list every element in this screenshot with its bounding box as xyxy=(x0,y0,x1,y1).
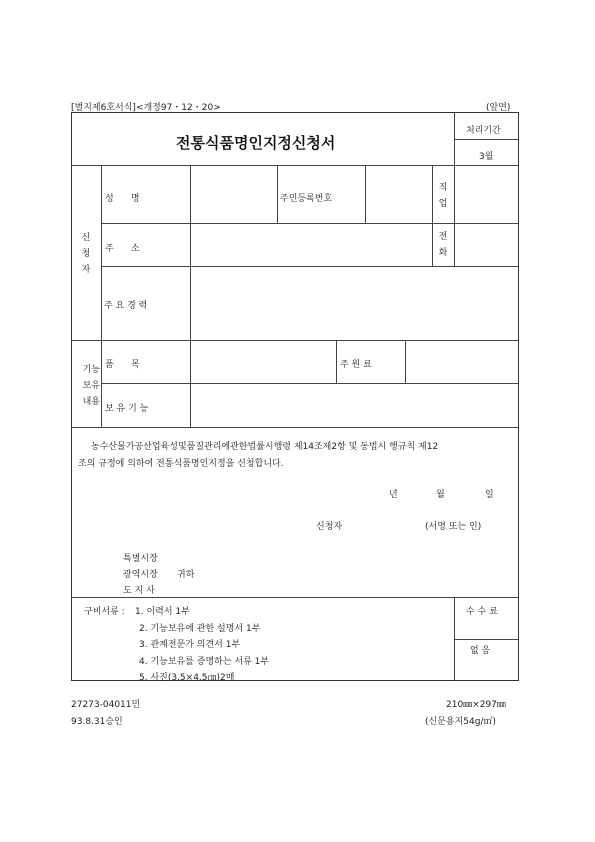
signature-note: (서명 또는 인) xyxy=(425,522,482,532)
page-side-label: (앞면) xyxy=(486,103,511,113)
item-material-col xyxy=(336,340,337,383)
name-rrn-col xyxy=(277,165,278,223)
documents-label: 구비서류 : xyxy=(84,607,128,617)
addressee-suffix: 귀하 xyxy=(177,570,195,580)
fee-label: 수 수 료 xyxy=(466,607,498,617)
fee-value: 없 음 xyxy=(470,646,491,656)
skill-section-label: 기능 보유 내용 xyxy=(82,365,100,407)
row-divider-address xyxy=(101,266,519,267)
skill-field[interactable] xyxy=(192,385,518,426)
rrn-label: 주민등록번호 xyxy=(280,194,333,204)
document-item: 2. 기능보유에 관한 설명서 1부 xyxy=(139,624,261,634)
job-field[interactable] xyxy=(456,168,518,222)
applicant-sign-label: 신청자 xyxy=(316,522,343,532)
paper-type: (신문용지54g/㎡) xyxy=(425,717,496,727)
rrn-value-col xyxy=(365,165,366,223)
name-field[interactable] xyxy=(192,168,276,222)
processing-period-value: 3월 xyxy=(479,152,494,162)
material-label: 주 원 료 xyxy=(340,360,372,370)
label-value-col xyxy=(190,165,191,427)
date-year-label: 년 xyxy=(389,490,398,500)
form-title: 전통식품명인지정신청서 xyxy=(176,134,336,152)
title-col-divider xyxy=(454,112,455,165)
phone-field[interactable] xyxy=(456,225,518,265)
row-divider-name xyxy=(101,223,519,224)
addressee-special-city: 특별시장 xyxy=(123,554,158,564)
applicant-section-label: 신청자 xyxy=(81,233,91,275)
fee-divider xyxy=(454,639,519,640)
document-item: 3. 관계전문가 의견서 1부 xyxy=(139,640,241,650)
section-divider-skill xyxy=(71,427,519,428)
skill-label: 보 유 기 능 xyxy=(105,404,149,414)
processing-period-label: 처리기간 xyxy=(466,126,501,136)
job-phone-value-col xyxy=(454,165,455,266)
addressee-metro-city: 광역시장 xyxy=(123,570,158,580)
name-label: 성 명 xyxy=(105,194,140,204)
form-reference: [별지제6호서식]<개정97・12・20> xyxy=(71,103,221,113)
job-label: 직업 xyxy=(438,183,448,209)
section-divider-statement xyxy=(71,597,519,598)
document-item: 1. 이력서 1부 xyxy=(135,607,190,617)
addressee-governor: 도 지 사 xyxy=(123,586,155,596)
statement-line-2: 조의 규정에 의하여 전통식품명인지정을 신청합니다. xyxy=(78,459,284,469)
paper-size: 210㎜×297㎜ xyxy=(446,700,506,710)
career-field[interactable] xyxy=(192,268,518,339)
row-divider-item xyxy=(101,383,519,384)
date-month-label: 월 xyxy=(436,490,445,500)
material-field[interactable] xyxy=(407,342,518,382)
job-phone-label-col xyxy=(432,165,433,266)
form-code: 27273-04011민 xyxy=(71,700,141,710)
career-label: 주 요 경 력 xyxy=(104,301,148,311)
approval-date: 93.8.31승인 xyxy=(71,717,123,727)
material-value-col xyxy=(405,340,406,383)
address-label: 주 소 xyxy=(105,244,140,254)
statement-line-1: 농수산물가공산업육성및품질관리에관한법률시행령 제14조제2항 및 동법시 행규칙 제12 xyxy=(91,442,439,452)
document-item: 5. 사진(3.5×4.5㎝)2매 xyxy=(139,673,235,683)
fee-col-divider xyxy=(454,597,455,681)
section-divider-applicant xyxy=(71,340,519,341)
item-field[interactable] xyxy=(192,342,335,382)
title-divider xyxy=(71,165,519,166)
document-item: 4. 기능보유를 증명하는 서류 1부 xyxy=(139,657,270,667)
rrn-field[interactable] xyxy=(367,168,431,222)
section-label-col xyxy=(101,165,102,427)
date-day-label: 일 xyxy=(485,490,494,500)
address-field[interactable] xyxy=(192,225,431,265)
item-label: 품 목 xyxy=(105,360,140,370)
phone-label: 전화 xyxy=(438,232,448,258)
processing-divider xyxy=(454,139,519,140)
